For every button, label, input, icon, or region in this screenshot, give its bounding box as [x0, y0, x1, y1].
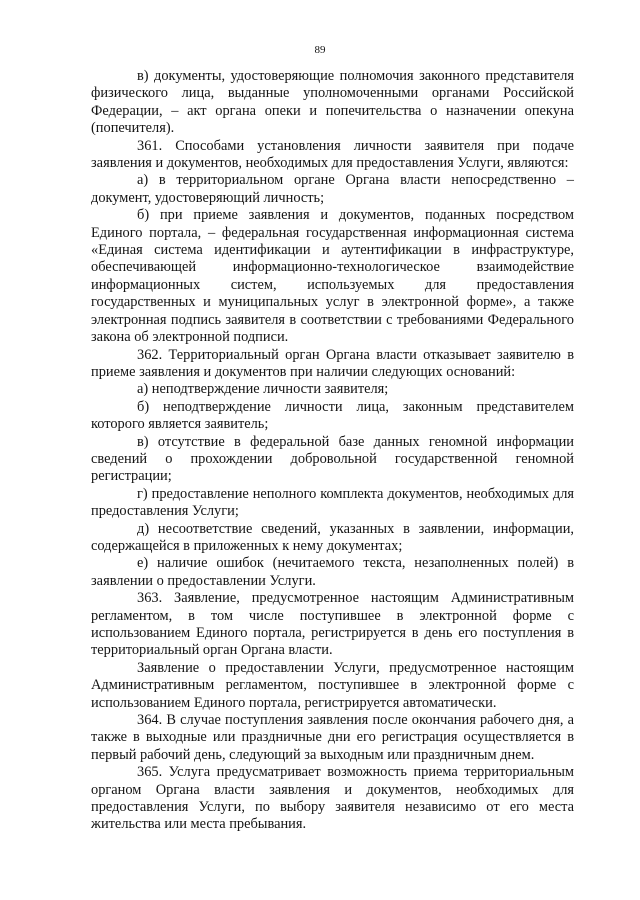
paragraph-v-documents: в) документы, удостоверяющие полномочия законного представителя физического лица, выданные уполномоченными органами Российской Федерации, – акт органа опеки и попечительства о назначении опекуна (попечителя).: [91, 68, 574, 137]
paragraph-362-g: г) предоставление неполного комплекта документов, необходимых для предоставления Услуги;: [91, 485, 574, 520]
paragraph-362-b: б) неподтверждение личности лица, законным представителем которого является заявитель;: [91, 398, 574, 433]
paragraph-363-cont: Заявление о предоставлении Услуги, предусмотренное настоящим Административным регламентом, поступившее в электронной форме с использованием Единого портала, регистрируется автоматически.: [91, 659, 574, 711]
paragraph-362-e: е) наличие ошибок (нечитаемого текста, незаполненных полей) в заявлении о предоставлении Услуги.: [91, 555, 574, 589]
paragraph-363: 363. Заявление, предусмотренное настоящим Административным регламентом, в том числе поступившее в электронной форме с использованием Единого портала, регистрируется в день его поступления в территориальный орган Органа власти.: [91, 590, 574, 659]
paragraph-361-a: а) в территориальном органе Органа власти непосредственно – документ, удостоверяющий личность;: [91, 172, 574, 206]
paragraph-361-b: б) при приеме заявления и документов, поданных посредством Единого портала, – федеральная государственная информационная система «Единая система идентификации и аутентификации в инфраструктуре, обеспечивающей информационно-технологическое взаимодействие информационных систем, используемых для предоставления государственных и муниципальных услуг в электронной форме», а также электронная подпись заявителя в соответствии с требованиями Федерального закона об электронной подписи.: [91, 207, 574, 346]
document-body: [91, 68, 574, 834]
paragraph-362-a: а) неподтверждение личности заявителя;: [137, 381, 389, 398]
paragraph-365: 365. Услуга предусматривает возможность приема территориальным органом Органа власти заявления и документов, необходимых для предоставления Услуги, по выбору заявителя независимо от его места жительства или места пребывания.: [91, 764, 574, 833]
paragraph-361: 361. Способами установления личности заявителя при подаче заявления и документов, необходимых для предоставления Услуги, являются:: [91, 137, 574, 172]
paragraph-364: 364. В случае поступления заявления после окончания рабочего дня, а также в выходные или праздничные дни его регистрация осуществляется в первый рабочий день, следующий за выходным или праздничным днем.: [91, 712, 574, 763]
paragraph-362: 362. Территориальный орган Органа власти отказывает заявителю в приеме заявления и документов при наличии следующих оснований:: [91, 346, 574, 380]
page-number: 89: [314, 44, 326, 56]
paragraph-362-v: в) отсутствие в федеральной базе данных геномной информации сведений о прохождении добровольной государственной геномной регистрации;: [91, 433, 574, 485]
paragraph-362-d: д) несоответствие сведений, указанных в заявлении, информации, содержащейся в приложенных к нему документах;: [91, 520, 574, 554]
